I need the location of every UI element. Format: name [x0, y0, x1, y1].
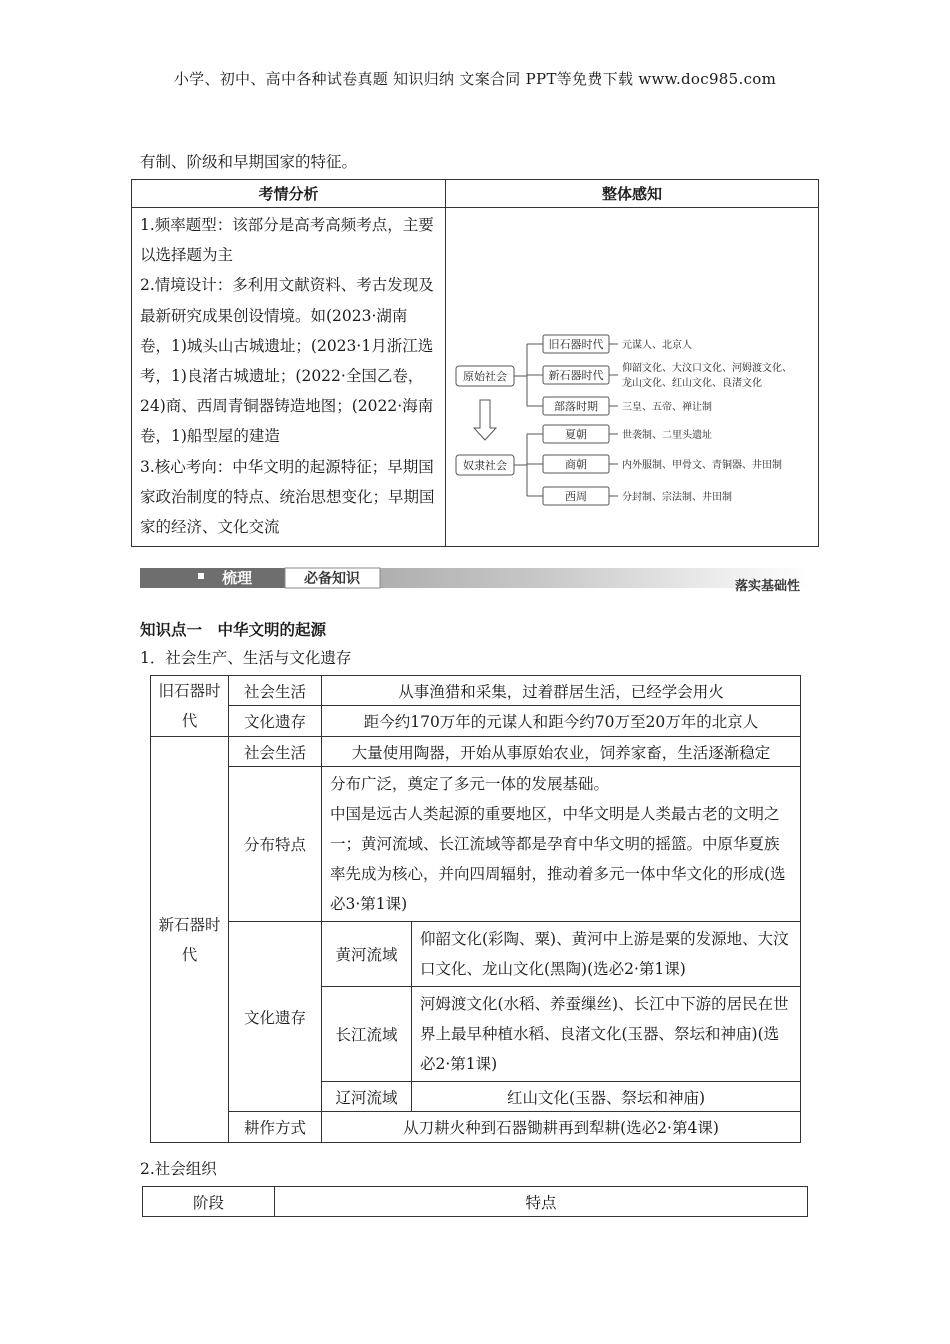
old-relics-text: 距今约170万年的元谋人和距今约70万至20万年的北京人	[322, 706, 801, 737]
social-organization-table	[142, 1186, 808, 1217]
basin-label: 长江流域	[322, 987, 412, 1082]
section-banner	[140, 566, 810, 592]
basin-label: 黄河流域	[322, 922, 412, 987]
overview-header: 整体感知	[446, 180, 819, 208]
diagram-note: 三皇、五帝、禅让制	[622, 402, 712, 414]
yangtze-text: 河姆渡文化(水稻、养蚕缫丝)、长江中下游的居民在世界上最早种植水稻、良渚文化(玉器、祭坛和神庙)(选必2·第1课)	[412, 987, 801, 1082]
diagram-stage: 部落时期	[554, 400, 598, 414]
diagram-note: 元谋人、北京人	[622, 340, 692, 352]
overview-diagram-cell	[446, 208, 819, 547]
distribution-line: 中国是远古人类起源的重要地区，中华文明是人类最古老的文明之一；黄河流域、长江流域等都是孕育中华文明的摇篮。中原华夏族率先成为核心，并向四周辐射，推动着多元一体中华文化的形成(选必3·第1课)	[330, 805, 786, 913]
history-overview-diagram	[446, 260, 818, 504]
analysis-header: 考情分析	[132, 180, 446, 208]
row-label: 文化遗存	[229, 706, 322, 737]
distribution-line: 分布广泛，奠定了多元一体的发展基础。	[330, 775, 610, 793]
knowledge-point-title: 知识点一 中华文明的起源	[140, 621, 327, 639]
diagram-stage: 新石器时代	[548, 369, 604, 383]
analysis-item: 3.核心考向：中华文明的起源特征；早期国家政治制度的特点、统治思想变化；早期国家的经济、文化交流	[140, 457, 435, 537]
stage-header: 阶段	[143, 1187, 275, 1217]
overview-table	[131, 179, 819, 547]
diagram-note: 世袭制、二里头遗址	[622, 430, 712, 442]
banner-left: 梳理	[222, 569, 253, 587]
lead-text: 有制、阶级和早期国家的特征。	[140, 153, 358, 171]
diagram-stage: 旧石器时代	[548, 338, 604, 352]
diagram-stage: 商朝	[565, 458, 587, 472]
diagram-connector	[609, 344, 618, 496]
row-label: 耕作方式	[229, 1112, 322, 1143]
diagram-group: 原始社会	[463, 370, 507, 384]
analysis-cell	[132, 208, 446, 547]
yellow-river-text: 仰韶文化(彩陶、粟)、黄河中上游是粟的发源地、大汶口文化、龙山文化(黑陶)(选必2·第1课)	[412, 922, 801, 987]
analysis-item: 2.情境设计：多利用文献资料、考古发现及最新研究成果创设情境。如(2023·湖南卷，1)城头山古城遗址；(2023·1月浙江选考，1)良渚古城遗址；(2022·全国乙卷，24)商、西周青铜器铸造地图；(2022·海南卷，1)船型屋的建造	[140, 276, 434, 446]
farming-text: 从刀耕火种到石器锄耕再到犁耕(选必2·第4课)	[322, 1112, 801, 1143]
distribution-text	[322, 767, 801, 922]
diagram-note: 内外服制、甲骨文、青铜器、井田制	[622, 460, 782, 472]
row-label: 社会生活	[229, 676, 322, 706]
diagram-stage: 夏朝	[565, 428, 587, 442]
section1-title: 1．社会生产、生活与文化遗存	[140, 649, 352, 667]
old-life-text: 从事渔猎和采集，过着群居生活，已经学会用火	[322, 676, 801, 706]
liao-river-text: 红山文化(玉器、祭坛和神庙)	[412, 1082, 801, 1112]
basin-label: 辽河流域	[322, 1082, 412, 1112]
banner-middle: 必备知识	[304, 571, 360, 587]
diagram-note: 仰韶文化、大汶口文化、河姆渡文化、	[622, 363, 792, 375]
diagram-note: 分封制、宗法制、井田制	[622, 492, 732, 504]
production-life-table	[150, 675, 801, 1143]
diagram-stage: 西周	[565, 490, 587, 504]
diagram-group: 奴隶社会	[463, 459, 507, 473]
row-label: 社会生活	[229, 737, 322, 767]
new-life-text: 大量使用陶器，开始从事原始农业，饲养家畜，生活逐渐稳定	[322, 737, 801, 767]
era-new: 新石器时代	[151, 737, 229, 1143]
analysis-item: 1.频率题型：该部分是高考高频考点，主要以选择题为主	[140, 216, 434, 265]
row-label: 分布特点	[229, 767, 322, 922]
row-label: 文化遗存	[229, 922, 322, 1112]
diagram-note: 龙山文化、红山文化、良渚文化	[622, 378, 762, 390]
diagram-connector	[514, 344, 543, 406]
section2-title: 2.社会组织	[140, 1160, 217, 1178]
banner-right: 落实基础性	[734, 579, 800, 594]
down-arrow-icon	[474, 400, 496, 440]
era-old: 旧石器时代	[151, 676, 229, 737]
diagram-connector	[514, 434, 543, 496]
feature-header: 特点	[275, 1187, 808, 1217]
page-header: 小学、初中、高中各种试卷真题 知识归纳 文案合同 PPT等免费下载 www.doc985.com	[173, 70, 777, 88]
